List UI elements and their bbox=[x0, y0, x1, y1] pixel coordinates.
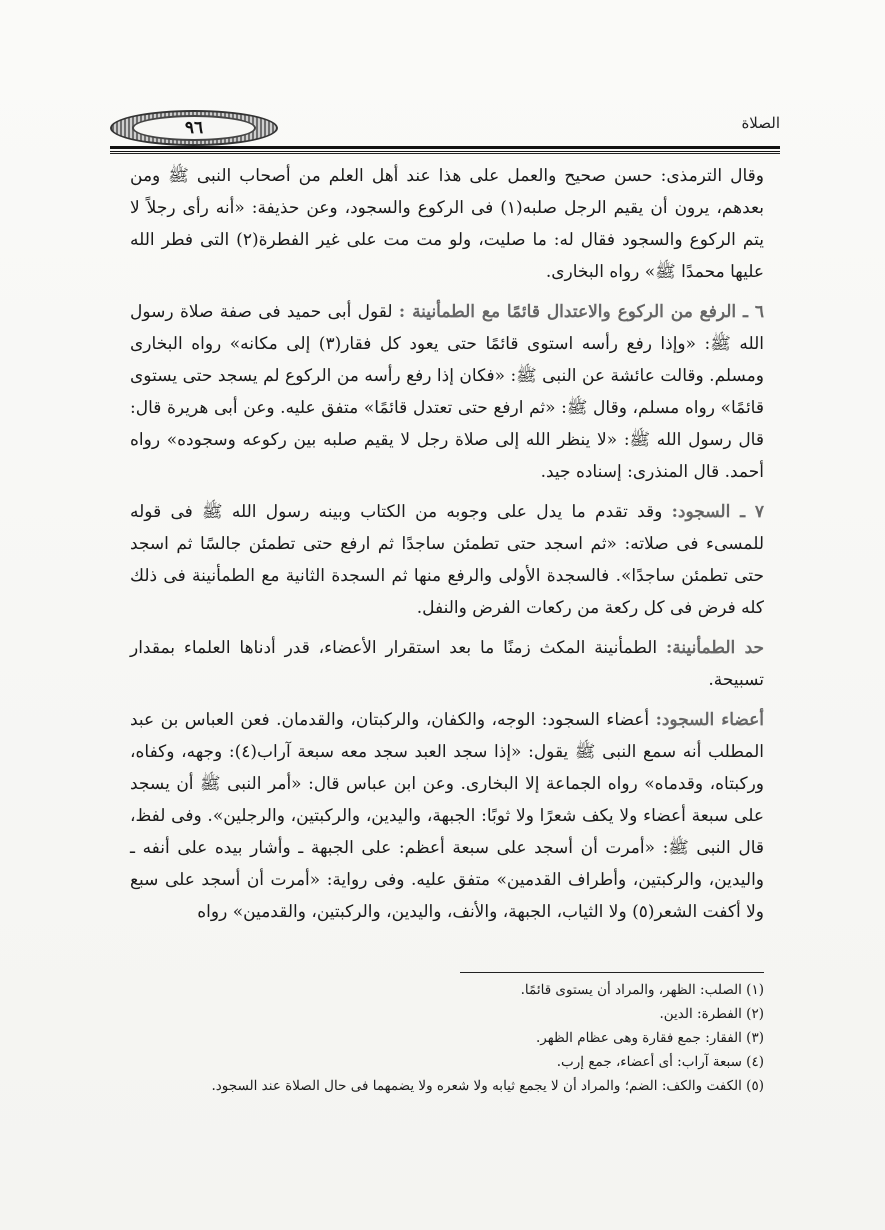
footnote-3: (٣) الفقار: جمع فقارة وهى عظام الظهر. bbox=[536, 1030, 764, 1046]
page-number-frame bbox=[132, 115, 256, 141]
footnote-2: (٢) الفطرة: الدين. bbox=[659, 1006, 764, 1022]
main-text bbox=[130, 160, 764, 936]
paragraph-4-text: الطمأنينة المكث زمنًا ما بعد استقرار الأعضاء، قدر أدناها العلماء بمقدار تسبيحة. bbox=[130, 638, 764, 690]
paragraph-3 bbox=[130, 496, 764, 624]
footnotes bbox=[130, 978, 764, 1098]
page-number-badge bbox=[110, 110, 278, 146]
section-heading-prostration: ٧ ـ السجود: bbox=[671, 502, 764, 522]
header-rule bbox=[110, 146, 780, 152]
section-heading-raising: ٦ ـ الرفع من الركوع والاعتدال قائمًا مع الطمأنينة : bbox=[398, 302, 764, 322]
paragraph-2-text: لقول أبى حميد فى صفة صلاة رسول الله ﷺ: «وإذا رفع رأسه استوى قائمًا حتى يعود كل فقار(٣) إلى مكانه» رواه البخارى ومسلم. وقالت عائشة عن النبى ﷺ: «فكان إذا رفع رأسه من الركوع لم يسجد حتى يستوى قائمًا» رواه مسلم، وقال ﷺ: «ثم ارفع حتى تعتدل قائمًا» متفق عليه. وعن أبى هريرة قال: قال رسول الله ﷺ: «لا ينظر الله إلى صلاة رجل لا يقيم صلبه بين ركوعه وسجوده» رواه أحمد. قال المنذرى: إسناده جيد. bbox=[130, 302, 764, 482]
page-number: ٩٦ bbox=[184, 118, 204, 138]
section-heading-tranquility: حد الطمأنينة: bbox=[665, 638, 764, 658]
header-rule-thin bbox=[110, 153, 780, 154]
page-header bbox=[110, 106, 780, 156]
paragraph-5-text: أعضاء السجود: الوجه، والكفان، والركبتان، والقدمان. فعن العباس بن عبد المطلب أنه سمع النبى ﷺ يقول: «إذا سجد العبد سجد معه سبعة آراب(٤): وجهه، وكفاه، وركبتاه، وقدماه» رواه الجماعة إلا البخارى. وعن ابن عباس قال: «أمر النبى ﷺ أن يسجد على سبعة أعضاء ولا يكف شعرًا ولا ثوبًا: الجبهة، واليدين، والركبتين، والرجلين». وفى لفظ، قال النبى ﷺ: «أمرت أن أسجد على سبعة أعظم: على الجبهة ـ وأشار بيده على أنفه ـ واليدين، والركبتين، وأطراف القدمين» متفق عليه. وفى رواية: «أمرت أن أسجد على سبع ولا أكفت الشعر(٥) ولا الثياب، الجبهة، والأنف، واليدين، والركبتين، والقدمين» رواه bbox=[130, 710, 764, 922]
chapter-title: الصلاة bbox=[741, 114, 780, 132]
paragraph-1 bbox=[130, 160, 764, 288]
paragraph-3-text: وقد تقدم ما يدل على وجوبه من الكتاب وبينه رسول الله ﷺ فى قوله للمسىء فى صلاته: «ثم اسجد حتى تطمئن ساجدًا ثم ارفع حتى تطمئن جالسًا ثم اسجد حتى تطمئن ساجدًا». فالسجدة الأولى والرفع منها ثم السجدة الثانية مع الطمأنينة فى ذلك كله فرض فى كل ركعة من ركعات الفرض والنفل. bbox=[130, 502, 764, 618]
footnote-1: (١) الصلب: الظهر، والمراد أن يستوى قائمًا. bbox=[520, 982, 764, 998]
footnote-5: (٥) الكفت والكف: الضم؛ والمراد أن لا يجمع ثيابه ولا شعره ولا يضمهما فى حال الصلاة عند السجود. bbox=[211, 1078, 764, 1094]
paragraph-1-text: وقال الترمذى: حسن صحيح والعمل على هذا عند أهل العلم من أصحاب النبى ﷺ ومن بعدهم، يرون أن يقيم الرجل صلبه(١) فى الركوع والسجود، وعن حذيفة: «أنه رأى رجلاً لا يتم الركوع والسجود فقال له: ما صليت، ولو مت مت على غير الفطرة(٢) التى فطر الله عليها محمدًا ﷺ» رواه البخارى. bbox=[130, 166, 764, 282]
paragraph-4 bbox=[130, 632, 764, 696]
paragraph-5 bbox=[130, 704, 764, 928]
section-heading-limbs: أعضاء السجود: bbox=[655, 710, 764, 730]
footnote-separator bbox=[460, 972, 764, 973]
footnote-4: (٤) سبعة آراب: أى أعضاء، جمع إرب. bbox=[556, 1054, 764, 1070]
paragraph-2 bbox=[130, 296, 764, 488]
